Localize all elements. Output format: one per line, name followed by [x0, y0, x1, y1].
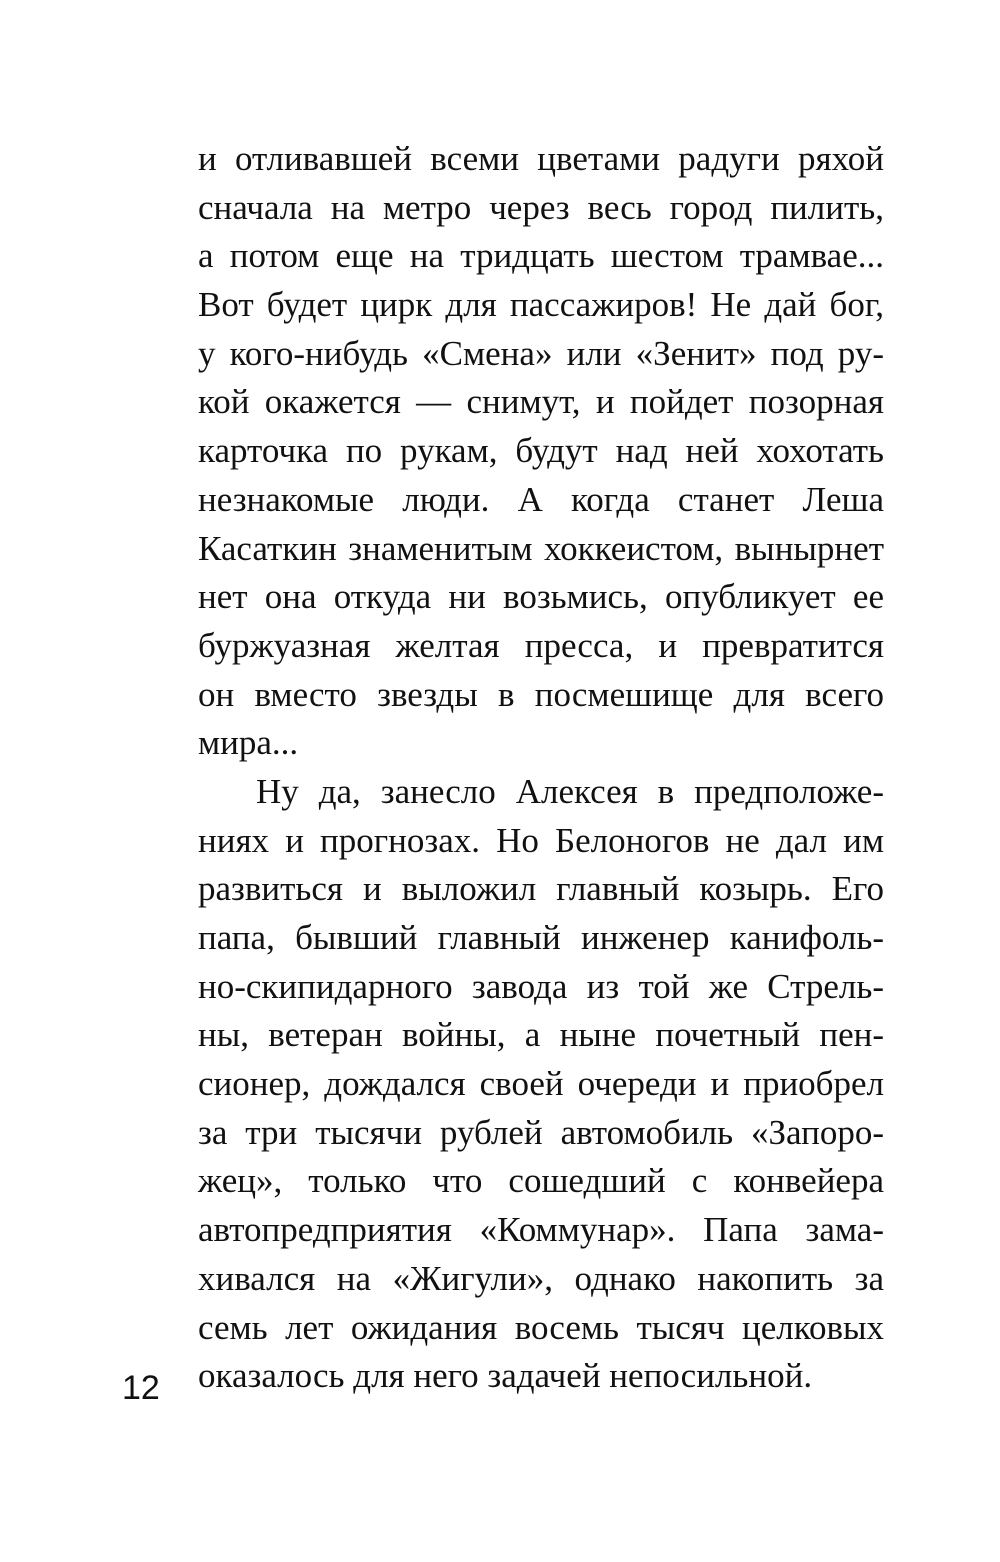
text-line: кой окажется — снимут, и пойдет позорная [198, 382, 884, 422]
text-line: он вместо звезды в посмешище для всего [198, 674, 884, 714]
text-line: и отливавшей всеми цветами радуги ряхой [198, 139, 884, 178]
text-line: Вот будет цирк для пассажиров! Не дай бог, [198, 285, 884, 325]
text-line: Ну да, занесло Алексея в предположе- [256, 771, 884, 811]
text-line: ниях и прогнозах. Но Белоногов не дал им [198, 820, 884, 860]
text-line: автопредприятия «Коммунар». Папа зама- [198, 1210, 884, 1250]
text-line: папа, бывший главный инженер канифоль- [198, 918, 884, 957]
text-line: но-скипидарного завода из той же Стрель- [198, 966, 884, 1006]
text-line: Касаткин знаменитым хоккеистом, вынырнет [198, 528, 884, 568]
text-line: буржуазная желтая пресса, и превратится [198, 625, 884, 665]
text-line: сионер, дождался своей очереди и приобрел [198, 1064, 884, 1104]
paragraph-1 [198, 135, 884, 768]
body-text [198, 135, 884, 1401]
paragraph-2 [198, 768, 884, 1401]
text-line: за три тысячи рублей автомобиль «Запоро- [198, 1112, 884, 1152]
text-line: мира... [198, 723, 299, 763]
text-line: нет она откуда ни возьмись, опубликует ее [198, 577, 884, 617]
text-line: сначала на метро через весь город пилить, [198, 187, 884, 227]
text-line: хивался на «Жигули», однако накопить за [198, 1258, 884, 1298]
text-line: развиться и выложил главный козырь. Его [198, 869, 884, 909]
text-line: а потом еще на тридцать шестом трамвае... [198, 236, 884, 276]
text-line: карточка по рукам, будут над ней хохотать [198, 431, 884, 471]
text-line: незнакомые люди. А когда станет Леша [198, 479, 884, 519]
text-line: жец», только что сошедший с конвейера [198, 1161, 884, 1201]
page-number: 12 [122, 1369, 160, 1407]
text-line: у кого-нибудь «Смена» или «Зенит» под ру- [198, 333, 884, 373]
text-line: семь лет ожидания восемь тысяч целковых [198, 1307, 884, 1347]
text-line: оказалось для него задачей непосильной. [198, 1356, 813, 1396]
text-line: ны, ветеран войны, а ныне почетный пен- [198, 1015, 884, 1055]
